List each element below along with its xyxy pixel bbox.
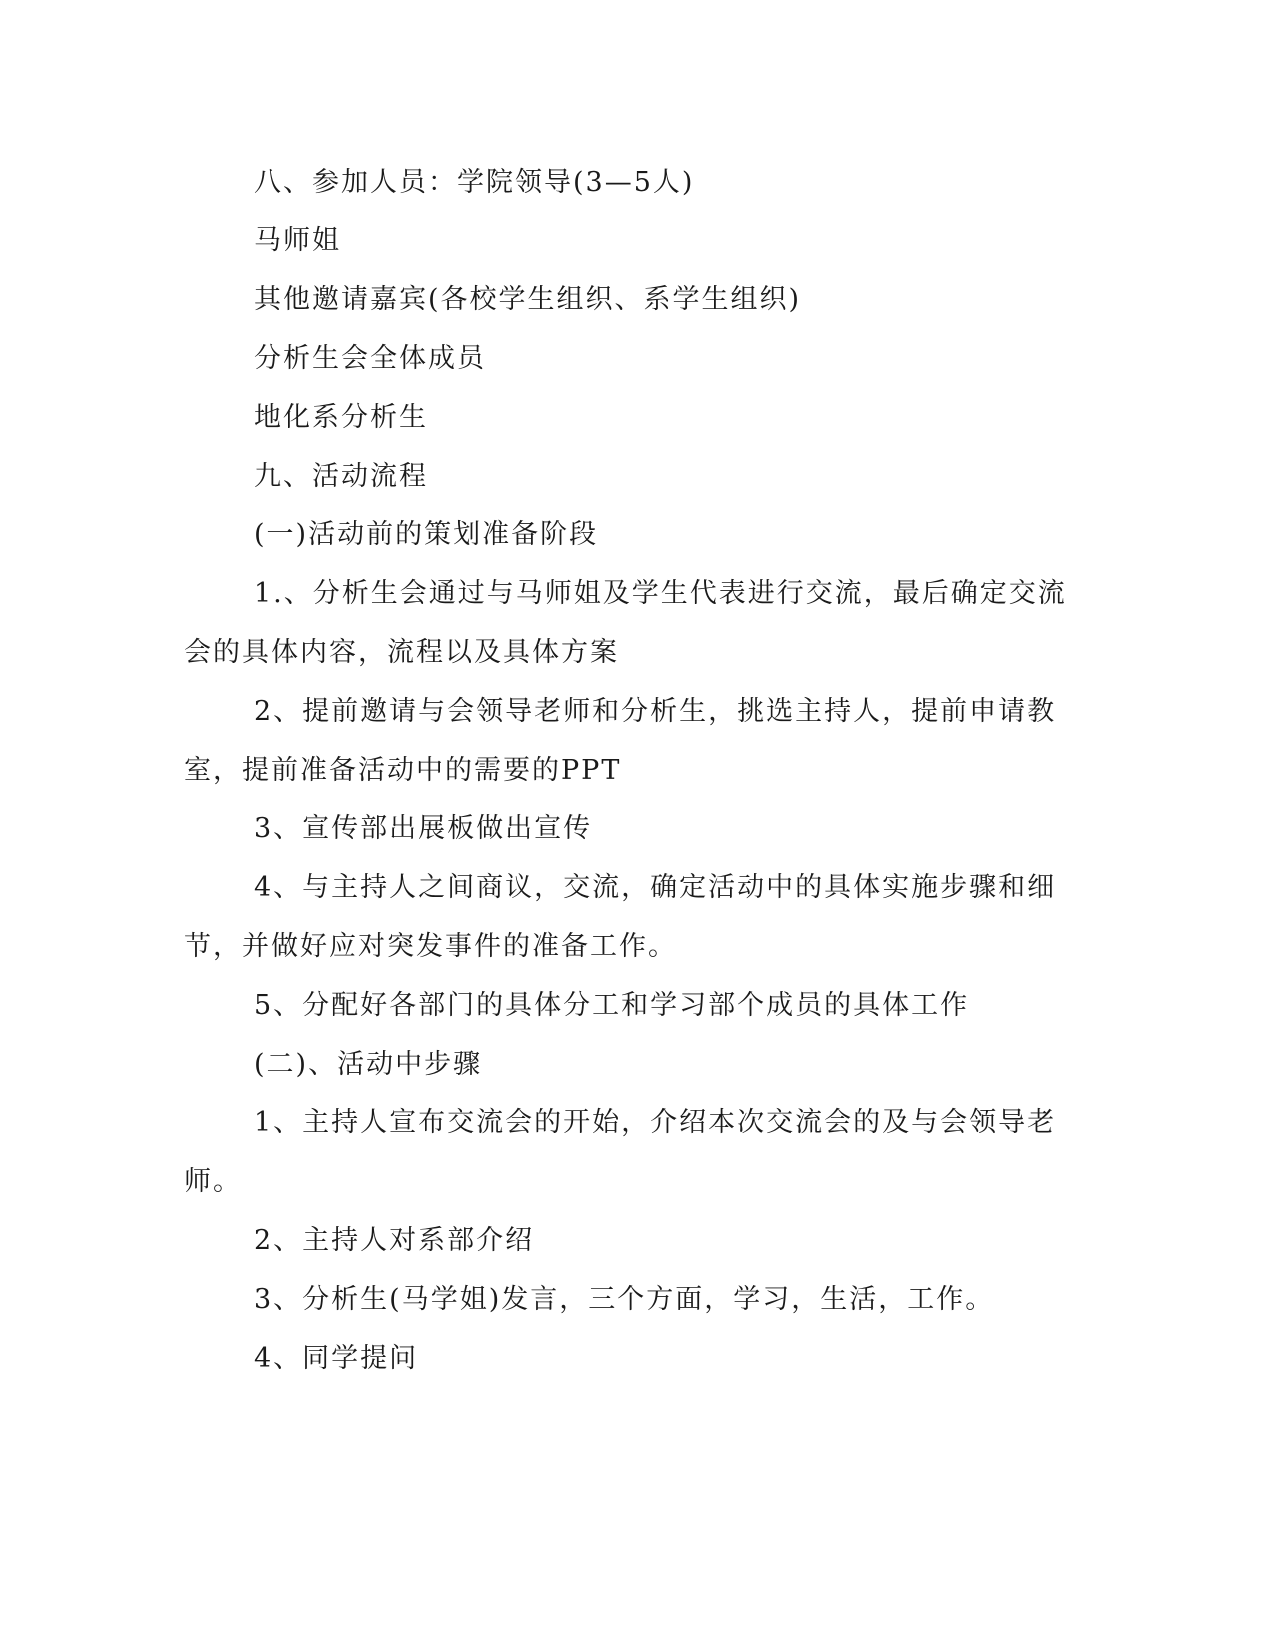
participant-item: 其他邀请嘉宾(各校学生组织、系学生组织) <box>254 284 802 315</box>
subsection-heading-preparation: (一)活动前的策划准备阶段 <box>254 519 599 550</box>
paragraph-line: 2、主持人对系部介绍 <box>254 1225 535 1256</box>
paragraph-line: 5、分配好各部门的具体分工和学习部个成员的具体工作 <box>254 990 970 1021</box>
paragraph-line: 2、提前邀请与会领导老师和分析生，挑选主持人，提前申请教 <box>254 696 1057 727</box>
subsection-heading-during: (二)、活动中步骤 <box>254 1049 483 1080</box>
paragraph-line: 会的具体内容，流程以及具体方案 <box>184 637 619 668</box>
participant-item: 分析生会全体成员 <box>254 343 486 374</box>
paragraph-line: 3、宣传部出展板做出宣传 <box>254 813 593 844</box>
paragraph-line: 1、主持人宣布交流会的开始，介绍本次交流会的及与会领导老 <box>254 1107 1057 1138</box>
paragraph-line: 师。 <box>184 1166 242 1197</box>
participant-item: 马师姐 <box>254 225 341 256</box>
paragraph-line: 4、同学提问 <box>254 1343 419 1374</box>
paragraph-line: 节，并做好应对突发事件的准备工作。 <box>184 931 677 962</box>
section-heading-participants: 八、参加人员：学院领导(3—5人) <box>254 167 695 198</box>
paragraph-line: 3、分析生(马学姐)发言，三个方面，学习，生活，工作。 <box>254 1284 995 1315</box>
section-heading-process: 九、活动流程 <box>254 461 428 492</box>
paragraph-line: 4、与主持人之间商议，交流，确定活动中的具体实施步骤和细 <box>254 872 1057 903</box>
participant-item: 地化系分析生 <box>254 402 428 433</box>
paragraph-line: 1.、分析生会通过与马师姐及学生代表进行交流，最后确定交流 <box>254 578 1067 609</box>
paragraph-line: 室，提前准备活动中的需要的PPT <box>184 755 622 786</box>
